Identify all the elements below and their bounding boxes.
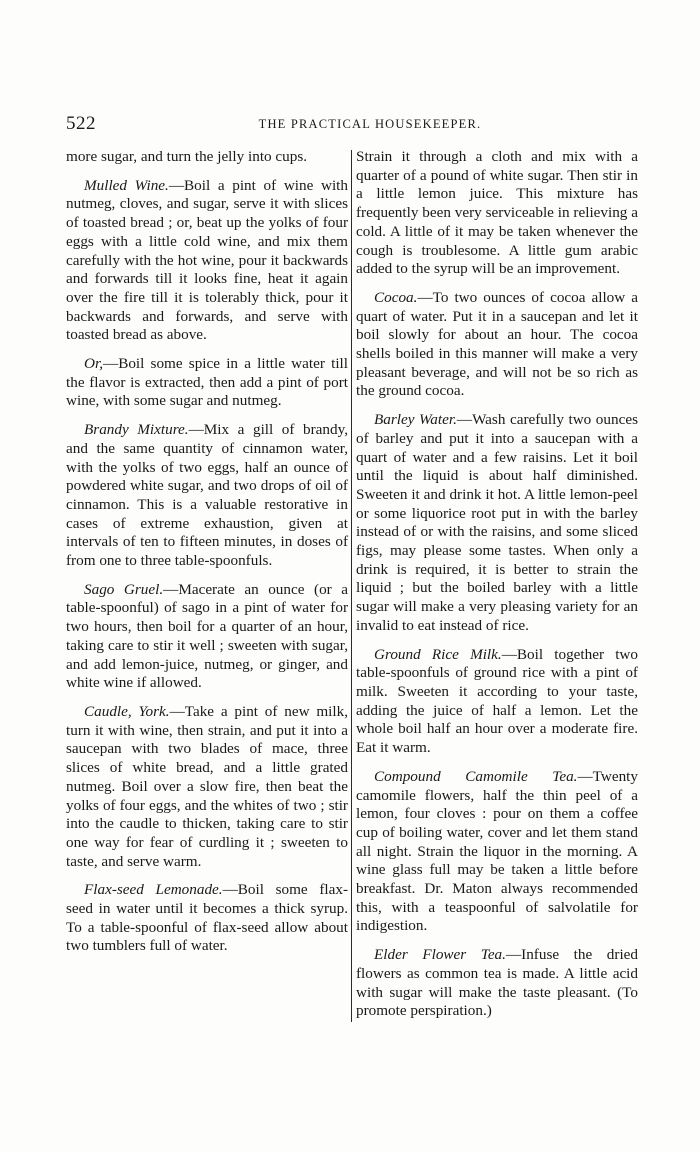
recipe-text: Strain it through a cloth and mix with a quarter of a pound of white sugar. Then stir in a little lemon juice. This mixture has frequently been very serviceable in relieving a cold. A little of it may be taken whenever the cough is troublesome. A little gum arabic added to the syrup will be an improvement. [356,148,638,278]
recipe-text: —Mix a gill of brandy, and the same quantity of cinnamon water, with the yolks of two eggs, half an ounce of powdered white sugar, and two drops of oil of cinnamon. This is a valuable restorative in cases of extreme exhaustion, given at intervals of ten to fifteen minutes, in doses of from one to three table-spoonfuls. [66,421,348,570]
recipe-flax-seed-lemonade [66,881,348,956]
recipe-text: —Wash carefully two ounces of barley and put it into a saucepan with a quart of water and a few raisins. Let it boil until the liquid is about half diminished. Sweeten it and drink it hot. A little lemon-peel or some liquorice root put in with the barley instead of or with the raisins, and some sliced figs, may please some tastes. When only a drink is required, it is better to strain the liquid ; but the boiled barley with a little sugar will make a very pleasing variety for an invalid to eat instead of rice. [356,411,638,634]
recipe-text: —Macerate an ounce (or a table-spoonful) of sago in a pint of water for two hours, then boil for a quarter of an hour, taking care to stir it well ; sweeten with sugar, and add lemon-juice, nutmeg, or ginger, and white wine if allowed. [66,580,348,692]
running-title: THE PRACTICAL HOUSEKEEPER. [258,117,482,131]
recipe-cocoa [356,289,638,401]
recipe-text: —Boil some flax-seed in water until it becomes a thick syrup. To a table-spoonful of flax-seed allow about two tumblers full of water. [66,881,348,955]
recipe-text: —Twenty camomile flowers, half the thin peel of a lemon, four cloves : pour on them a coffee cup of boiling water, cover and let them stand all night. Strain the liquor in the morning. A wine glass full may be taken a little before breakfast. Dr. Maton always recommended this, with a teaspoonful of salvolatile for indigestion. [356,767,638,935]
recipe-text: —Boil a pint of wine with nutmeg, cloves, and sugar, serve it with slices of toasted bread ; or, beat up the yolks of four eggs with a little cold wine, and mix them carefully with the hot wine, pour it backwards and forwards till it looks fine, heat it again over the fire till it is tolerably thick, pour it backwards and forwards, and serve with toasted bread as above. [66,176,348,344]
recipe-text: —Take a pint of new milk, turn it with wine, then strain, and put it into a saucepan with two blades of mace, three slices of white bread, and a little grated nutmeg. Boil over a slow fire, then beat the yolks of four eggs, and the whites of two ; stir into the caudle to thicken, taking care to stir one way for fear of curdling it ; sweeten to taste, and serve warm. [66,702,348,870]
recipe-continuation [66,148,348,167]
page-number: 522 [66,113,96,134]
recipe-title: Cocoa. [374,288,418,306]
recipe-caudle-york [66,703,348,871]
recipe-text: more sugar, and turn the jelly into cups. [66,148,308,165]
recipe-sago-gruel [66,581,348,693]
recipe-title: Compound Camomile Tea. [374,767,578,785]
left-column [66,148,348,966]
recipe-title: Caudle, York. [84,702,170,720]
recipe-text: —Boil together two table-spoonfuls of ground rice with a pint of milk. Sweeten it according to your taste, adding the juice of half a lemon. Let the whole boil half an hour over a moderate fire. Eat it warm. [356,645,638,757]
recipe-text: —To two ounces of cocoa allow a quart of water. Put it in a saucepan and let it boil slowly for about an hour. The cocoa shells boiled in this manner will make a very pleasant beverage, and will not be so rich as the ground cocoa. [356,288,638,400]
recipe-title: Or, [84,355,103,373]
recipe-mulled-wine [66,177,348,345]
column-divider [351,150,352,1022]
recipe-compound-camomile-tea [356,768,638,936]
recipe-title: Barley Water. [374,411,457,429]
recipe-barley-water [356,411,638,635]
recipe-elder-flower-tea [356,946,638,1021]
recipe-text: —Infuse the dried flowers as common tea is made. A little acid with sugar will make the taste pleasant. (To promote perspiration.) [356,946,639,1020]
recipe-title: Flax-seed Lemonade. [84,881,223,899]
recipe-title: Sago Gruel. [84,580,164,598]
right-column [356,148,638,1031]
recipe-brandy-mixture [66,421,348,571]
recipe-title: Mulled Wine. [84,176,169,194]
recipe-title: Brandy Mixture. [84,421,189,439]
recipe-ground-rice-milk [356,646,638,758]
recipe-text: —Boil some spice in a little water till the flavor is extracted, then add a pint of port wine, with some sugar and nutmeg. [66,355,348,410]
recipe-continuation [356,148,638,279]
recipe-mulled-wine-alt [66,355,348,411]
page-header [62,113,638,139]
recipe-title: Ground Rice Milk. [374,645,502,663]
recipe-title: Elder Flower Tea. [374,946,506,964]
